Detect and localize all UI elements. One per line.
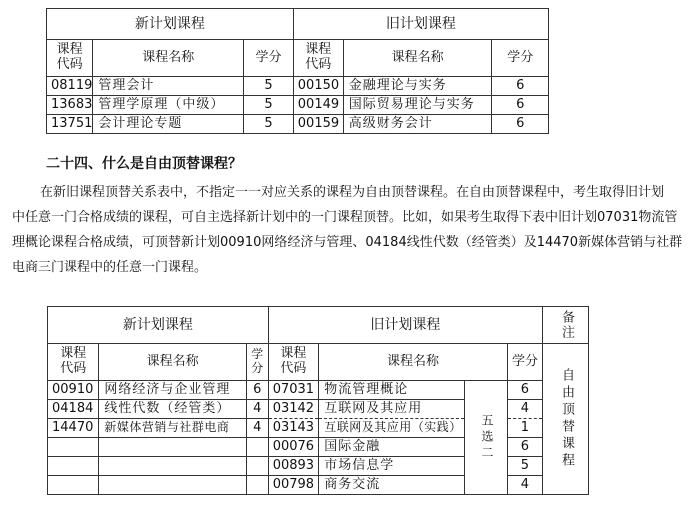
col-name-header: 课程名称	[319, 344, 508, 381]
col-code-header: 课程 代码	[293, 40, 343, 77]
old-credit-cell: 6	[507, 381, 542, 400]
old-name-cell: 互联网及其应用	[319, 400, 465, 419]
remark-cell: 自由顶替课程	[543, 344, 589, 495]
new-credit-cell	[246, 476, 268, 495]
col-name-header: 课程名称	[343, 40, 492, 77]
new-name-cell: 管理会计	[93, 77, 244, 96]
new-credit-cell: 5	[244, 77, 294, 96]
new-credit-cell: 4	[246, 419, 268, 438]
section-paragraph	[12, 180, 682, 280]
new-code-cell	[48, 438, 99, 457]
table-row	[48, 438, 589, 457]
new-name-cell	[99, 438, 246, 457]
new-credit-cell	[246, 457, 268, 476]
old-code-cell: 00076	[268, 438, 319, 457]
table-row	[48, 419, 589, 438]
col-credit-header: 学分	[244, 40, 294, 77]
col-credit-header: 学分	[492, 40, 549, 77]
old-credit-cell: 6	[492, 115, 549, 134]
section-heading: 二十四、什么是自由顶替课程？	[46, 156, 242, 172]
old-name-cell: 国际金融	[319, 438, 465, 457]
old-name-cell: 国际贸易理论与实务	[343, 96, 492, 115]
old-name-cell: 市场信息学	[319, 457, 465, 476]
old-credit-cell: 5	[507, 457, 542, 476]
new-credit-cell: 4	[246, 400, 268, 419]
new-name-cell: 管理学原理（中级）	[93, 96, 244, 115]
new-code-cell: 00910	[48, 381, 99, 400]
col-code-header: 课程 代码	[268, 344, 319, 381]
col-name-header: 课程名称	[93, 40, 244, 77]
col-name-header: 课程名称	[99, 344, 246, 381]
old-credit-cell: 4	[507, 400, 542, 419]
new-name-cell	[99, 476, 246, 495]
new-credit-cell: 5	[244, 96, 294, 115]
old-name-cell: 物流管理概论	[319, 381, 465, 400]
new-name-cell: 会计理论专题	[93, 115, 244, 134]
col-code-header: 课程 代码	[48, 344, 99, 381]
paragraph-line: 电商三门课程中的任意一门课程。	[12, 260, 208, 275]
course-table-1	[46, 8, 549, 134]
old-code-cell: 00798	[268, 476, 319, 495]
paragraph-line: 理概论课程合格成绩，可顶替新计划00910网络经济与管理、04184线性代数（经管类）及14470新媒体营销与社群	[12, 235, 683, 250]
table-row	[48, 381, 589, 400]
old-code-cell: 00159	[293, 115, 343, 134]
table-row	[48, 457, 589, 476]
old-code-cell: 03143	[268, 419, 319, 438]
table-row	[48, 476, 589, 495]
new-plan-header: 新计划课程	[48, 307, 269, 344]
old-name-cell: 高级财务会计	[343, 115, 492, 134]
new-name-cell	[99, 457, 246, 476]
old-name-cell: 金融理论与实务	[343, 77, 492, 96]
new-code-cell: 13683	[47, 96, 93, 115]
new-credit-cell	[246, 438, 268, 457]
old-code-cell: 00149	[293, 96, 343, 115]
new-code-cell	[48, 457, 99, 476]
new-code-cell: 04184	[48, 400, 99, 419]
old-credit-cell: 6	[507, 438, 542, 457]
new-name-cell: 新媒体营销与社群电商	[99, 419, 246, 438]
new-credit-cell: 6	[246, 381, 268, 400]
old-credit-cell: 6	[492, 96, 549, 115]
col-credit-header: 学分	[246, 344, 268, 381]
old-code-cell: 07031	[268, 381, 319, 400]
col-credit-header: 学分	[507, 344, 542, 381]
new-plan-header: 新计划课程	[47, 9, 294, 40]
new-name-cell: 线性代数（经管类）	[99, 400, 246, 419]
table-row	[47, 77, 549, 96]
new-name-cell: 网络经济与企业管理	[99, 381, 246, 400]
table-row	[47, 115, 549, 134]
new-code-cell	[48, 476, 99, 495]
old-name-cell: 互联网及其应用（实践）	[319, 419, 465, 438]
remark-header: 备注	[543, 307, 589, 344]
table-row	[48, 400, 589, 419]
old-credit-cell: 4	[507, 476, 542, 495]
table-row	[47, 96, 549, 115]
old-code-cell: 00150	[293, 77, 343, 96]
old-plan-header: 旧计划课程	[268, 307, 542, 344]
old-code-cell: 00893	[268, 457, 319, 476]
new-code-cell: 08119	[47, 77, 93, 96]
col-code-header: 课程 代码	[47, 40, 93, 77]
old-credit-cell: 6	[492, 77, 549, 96]
paragraph-line: 中任意一门合格成绩的课程，可自主选择新计划中的一门课程顶替。比如，如果考生取得下表中旧计划07031物流管	[12, 210, 678, 225]
paragraph-line: 在新旧课程顶替关系表中，不指定一一对应关系的课程为自由顶替课程。在自由顶替课程中，考生取得旧计划	[40, 185, 665, 200]
new-credit-cell: 5	[244, 115, 294, 134]
course-table-2	[47, 306, 589, 495]
old-name-cell: 商务交流	[319, 476, 465, 495]
new-code-cell: 13751	[47, 115, 93, 134]
new-code-cell: 14470	[48, 419, 99, 438]
old-plan-header: 旧计划课程	[293, 9, 548, 40]
old-code-cell: 03142	[268, 400, 319, 419]
old-credit-cell: 1	[507, 419, 542, 438]
choice-cell: 五选二	[465, 381, 507, 495]
